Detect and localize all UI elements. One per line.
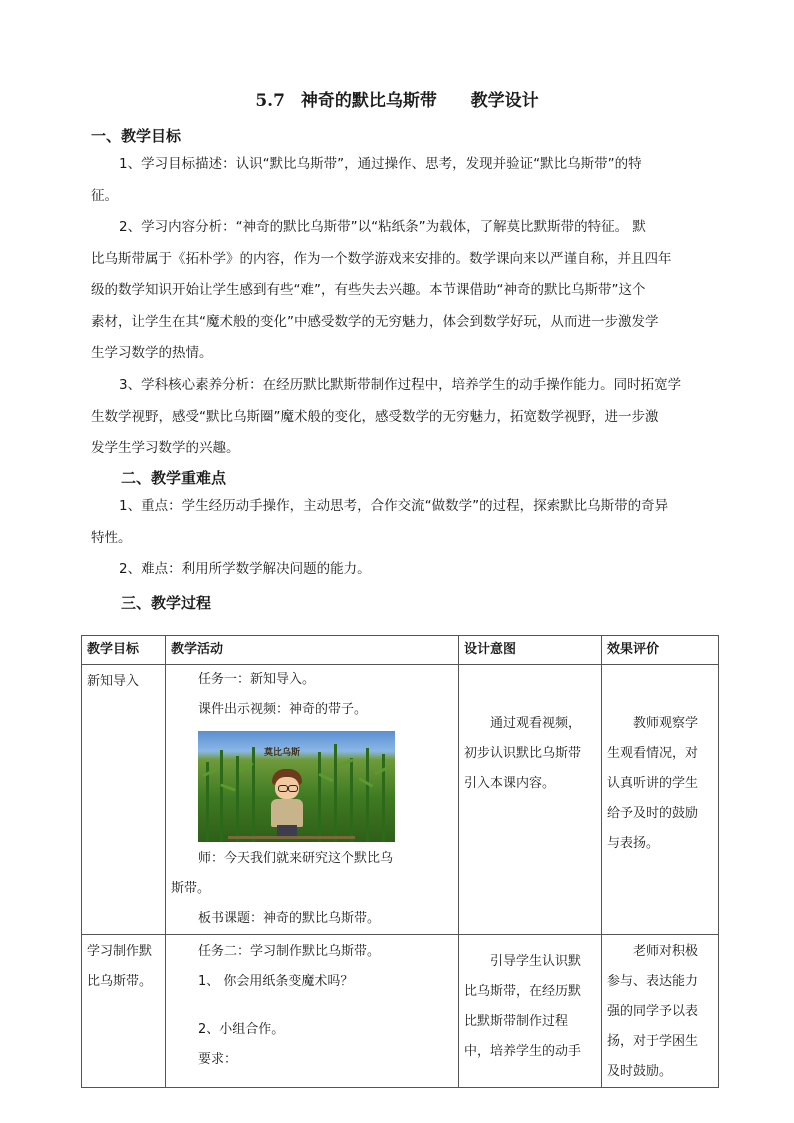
- goals-p2-line4: 素材，让学生在其“魔术般的变化”中感受数学的无穷魅力，体会到数学好玩，从而进一步激发学: [91, 313, 659, 330]
- row2-goal-2: 比乌斯带。: [87, 974, 153, 989]
- table-row: [82, 935, 719, 1088]
- goals-p3-line2: 生数学视野，感受“默比乌斯圈”魔术般的变化，感受数学的无穷魅力，拓宽数学视野，进一步激: [91, 408, 659, 425]
- row2-eval-2: 参与、表达能力: [607, 974, 699, 989]
- goals-p3-line1: 3、学科核心素养分析：在经历默比默斯带制作过程中，培养学生的动手操作能力。同时拓宽学: [119, 377, 682, 393]
- row2-eval-1: 老师对积极: [633, 944, 699, 959]
- goals-paragraph-2: [91, 212, 711, 370]
- header-intent: 设计意图: [464, 642, 517, 657]
- row2-require: 要求：: [198, 1052, 238, 1067]
- row2-step2: 2、小组合作。: [198, 1022, 285, 1037]
- row1-eval-5: 与表扬。: [607, 836, 660, 851]
- title-suffix: 教学设计: [470, 91, 539, 111]
- key-p1-line2: 特性。: [91, 529, 132, 546]
- row2-intent-4: 中，培养学生的动手: [464, 1044, 582, 1059]
- video-thumbnail[interactable]: [198, 731, 395, 842]
- goals-paragraph-1: [91, 149, 711, 212]
- goals-paragraph-3: [91, 370, 711, 465]
- lesson-table: [81, 635, 719, 1088]
- goals-p3-line3: 发学生学习数学的兴趣。: [91, 440, 240, 456]
- header-goal: 教学目标: [87, 642, 140, 657]
- page-title: [0, 86, 794, 111]
- goals-p2-line2: 比乌斯带属于《拓朴学》的内容，作为一个数学游戏来安排的。数学课向来以严谨自称，并且四年: [91, 250, 672, 267]
- section-heading-process: 三、教学过程: [121, 594, 212, 612]
- row1-teacher-line1: 师：今天我们就来研究这个默比乌: [198, 851, 394, 866]
- key-points-paragraph-2: [91, 554, 711, 586]
- row2-eval-3: 强的同学予以表: [607, 1004, 699, 1019]
- goals-p1-line2: 征。: [91, 187, 118, 204]
- key-p1-line1: 1、重点：学生经历动手操作，主动思考，合作交流“做数学”的过程，探索默比乌斯带的奇异: [119, 498, 669, 514]
- row1-eval-1: 教师观察学: [633, 716, 699, 731]
- row2-intent-3: 比默斯带制作过程: [464, 1014, 569, 1029]
- row1-intent-3: 引入本课内容。: [464, 776, 556, 791]
- row1-eval-3: 认真听讲的学生: [607, 776, 699, 791]
- key-points-paragraph-1: [91, 491, 711, 554]
- key-p2: 2、难点：利用所学数学解决问题的能力。: [119, 561, 371, 577]
- row1-video-intro: 课件出示视频：神奇的带子。: [198, 702, 368, 717]
- header-activity: 教学活动: [171, 642, 224, 657]
- table-header-row: [82, 636, 719, 665]
- row1-board: 板书课题：神奇的默比乌斯带。: [198, 911, 381, 926]
- row2-goal-1: 学习制作默: [87, 944, 153, 959]
- row2-task: 任务二：学习制作默比乌斯带。: [198, 944, 381, 959]
- row2-eval-5: 及时鼓励。: [607, 1064, 673, 1079]
- video-caption: 莫比乌斯: [264, 748, 301, 758]
- row1-intent-1: 通过观看视频，: [490, 716, 582, 731]
- row1-eval-2: 生观看情况，对: [607, 746, 699, 761]
- goals-p2-line1: 2、学习内容分析：“神奇的默比乌斯带”以“粘纸条”为载体，了解莫比默斯带的特征。 默: [119, 219, 646, 235]
- row2-intent-1: 引导学生认识默: [490, 954, 582, 969]
- goals-p2-line5: 生学习数学的热情。: [91, 345, 213, 361]
- cartoon-teacher-icon: [268, 769, 306, 839]
- row1-task: 任务一：新知导入。: [198, 672, 316, 687]
- row1-eval-4: 给予及时的鼓励: [607, 806, 699, 821]
- row1-teacher-line2: 斯带。: [171, 881, 211, 896]
- table-row: [82, 665, 719, 935]
- section-heading-key-points: 二、教学重难点: [121, 469, 227, 487]
- section-heading-goals: 一、教学目标: [91, 127, 182, 145]
- goals-p1-line1: 1、学习目标描述：认识“默比乌斯带”，通过操作、思考，发现并验证“默比乌斯带”的特: [119, 156, 642, 172]
- header-evaluation: 效果评价: [607, 642, 660, 657]
- row2-step1: 1、 你会用纸条变魔术吗？: [198, 974, 354, 989]
- row1-intent-2: 初步认识默比乌斯带: [464, 746, 582, 761]
- goals-p2-line3: 级的数学知识开始让学生感到有些“难”，有些失去兴趣。本节课借助“神奇的默比乌斯带”这个: [91, 282, 646, 298]
- row2-eval-4: 扬，对于学困生: [607, 1034, 699, 1049]
- title-number: 5.7: [255, 91, 285, 111]
- title-name: 神奇的默比乌斯带: [300, 91, 437, 111]
- row2-intent-2: 比乌斯带，在经历默: [464, 984, 582, 999]
- row1-goal: 新知导入: [87, 674, 140, 689]
